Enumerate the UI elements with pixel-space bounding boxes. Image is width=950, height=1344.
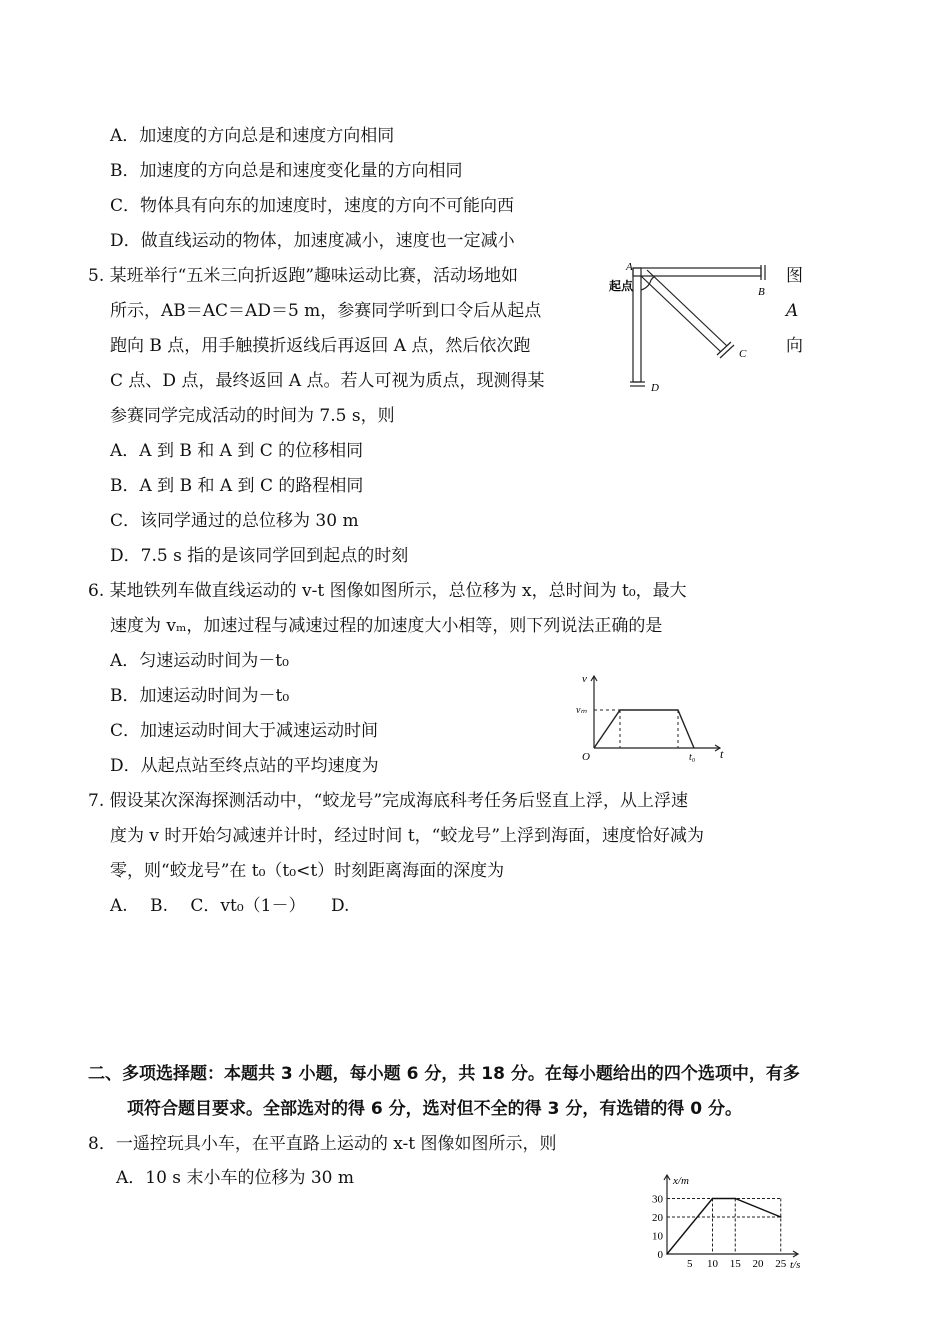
q5-label-d: D xyxy=(651,382,659,394)
y-tick-label: 0 xyxy=(657,1249,663,1261)
q7-options: A. B. C．vt₀（1－） D. xyxy=(110,896,350,916)
q6-axis-t: t xyxy=(720,747,724,761)
q4-option-a: A．加速度的方向总是和速度方向相同 xyxy=(110,126,395,146)
x-tick-label: 15 xyxy=(729,1258,741,1270)
q5-stem-right2: A xyxy=(786,301,799,321)
q5-option-d: D．7.5 s 指的是该同学回到起点的时刻 xyxy=(110,546,409,566)
q6-option-a: A．匀速运动时间为－t₀ xyxy=(110,651,289,671)
q5-stem-line4: C 点、D 点，最终返回 A 点。若人可视为质点，现测得某 xyxy=(110,371,545,391)
q7-stem-line3: 零，则“蛟龙号”在 t₀（t₀<t）时刻距离海面的深度为 xyxy=(110,861,505,881)
x-tick-label: 20 xyxy=(752,1258,764,1270)
q6-option-d: D．从起点站至终点站的平均速度为 xyxy=(110,756,379,776)
q8-stem: 8．一遥控玩具小车，在平直路上运动的 x-t 图像如图所示，则 xyxy=(88,1134,557,1154)
xt-data-point xyxy=(712,1198,714,1200)
q5-option-c: C．该同学通过的总位移为 30 m xyxy=(110,511,359,531)
q5-option-b: B．A 到 B 和 A 到 C 的路程相同 xyxy=(110,476,364,496)
q4-option-d: D．做直线运动的物体，加速度减小，速度也一定减小 xyxy=(110,231,515,251)
x-axis-label: t/s xyxy=(790,1259,801,1271)
q6-origin: O xyxy=(582,751,590,763)
xt-data-point xyxy=(734,1198,736,1200)
q6-stem-line1: 6. 某地铁列车做直线运动的 v-t 图像如图所示，总位移为 x，总时间为 t₀，最大 xyxy=(88,581,687,601)
lane-ad xyxy=(633,268,641,382)
q5-field-diagram xyxy=(605,260,775,400)
y-tick-label: 20 xyxy=(652,1212,663,1224)
q4-option-c: C．物体具有向东的加速度时，速度的方向不可能向西 xyxy=(110,196,515,216)
xt-data-point xyxy=(666,1253,668,1255)
q8-option-a: A．10 s 末小车的位移为 30 m xyxy=(116,1168,354,1188)
q6-option-b: B．加速运动时间为－t₀ xyxy=(110,686,290,706)
q6-vt-graph xyxy=(570,668,735,768)
q5-label-c: C xyxy=(739,348,747,360)
q5-stem-line5: 参赛同学完成活动的时间为 7.5 s，则 xyxy=(110,406,395,426)
section2-heading-line2: 项符合题目要求。全部选对的得 6 分，选对但不全的得 3 分，有选错的得 0 分。 xyxy=(127,1099,742,1119)
xt-data-point xyxy=(780,1216,782,1218)
y-tick-label: 10 xyxy=(652,1230,663,1243)
q6-stem-line2: 速度为 vₘ，加速过程与减速过程的加速度大小相等，则下列说法正确的是 xyxy=(110,616,663,636)
q6-label-t0: t₀ xyxy=(689,752,696,763)
x-tick-label: 5 xyxy=(687,1258,693,1270)
y-axis-label: x/m xyxy=(673,1175,689,1187)
q5-stem-line1: 5. 某班举行“五米三向折返跑”趣味运动比赛，活动场地如 xyxy=(88,266,519,286)
q5-stem-right3: 向 xyxy=(786,336,803,356)
q5-stem-line2: 所示，AB＝AC＝AD＝5 m，参赛同学听到口令后从起点 xyxy=(110,301,542,321)
q8-xt-chart xyxy=(640,1172,815,1272)
q5-option-a: A．A 到 B 和 A 到 C 的位移相同 xyxy=(110,441,364,461)
q5-label-a: A xyxy=(626,261,633,273)
q5-stem-right1: 图 xyxy=(786,266,803,286)
q6-label-vm: vₘ xyxy=(576,705,587,716)
section2-heading-line1: 二、多项选择题：本题共 3 小题，每小题 6 分，共 18 分。在每小题给出的四个选项中，有多 xyxy=(88,1064,800,1084)
x-tick-label: 10 xyxy=(707,1258,718,1270)
q6-option-c: C．加速运动时间大于减速运动时间 xyxy=(110,721,379,741)
xt-data-line xyxy=(667,1199,781,1255)
q7-stem-line1: 7. 假设某次深海探测活动中，“蛟龙号”完成海底科考任务后竖直上浮，从上浮速 xyxy=(88,791,689,811)
q5-stem-line3: 跑向 B 点，用手触摸折返线后再返回 A 点，然后依次跑 xyxy=(110,336,531,356)
q7-stem-line2: 度为 v 时开始匀减速并计时，经过时间 t，“蛟龙号”上浮到海面，速度恰好减为 xyxy=(110,826,705,846)
q4-option-b: B．加速度的方向总是和速度变化量的方向相同 xyxy=(110,161,463,181)
q6-velocity-line xyxy=(594,710,694,748)
x-tick-label: 25 xyxy=(775,1258,787,1270)
q5-label-start: 起点 xyxy=(609,279,634,293)
q5-label-b: B xyxy=(758,286,765,298)
q6-axis-v: v xyxy=(582,673,587,685)
y-tick-label: 30 xyxy=(652,1193,663,1206)
